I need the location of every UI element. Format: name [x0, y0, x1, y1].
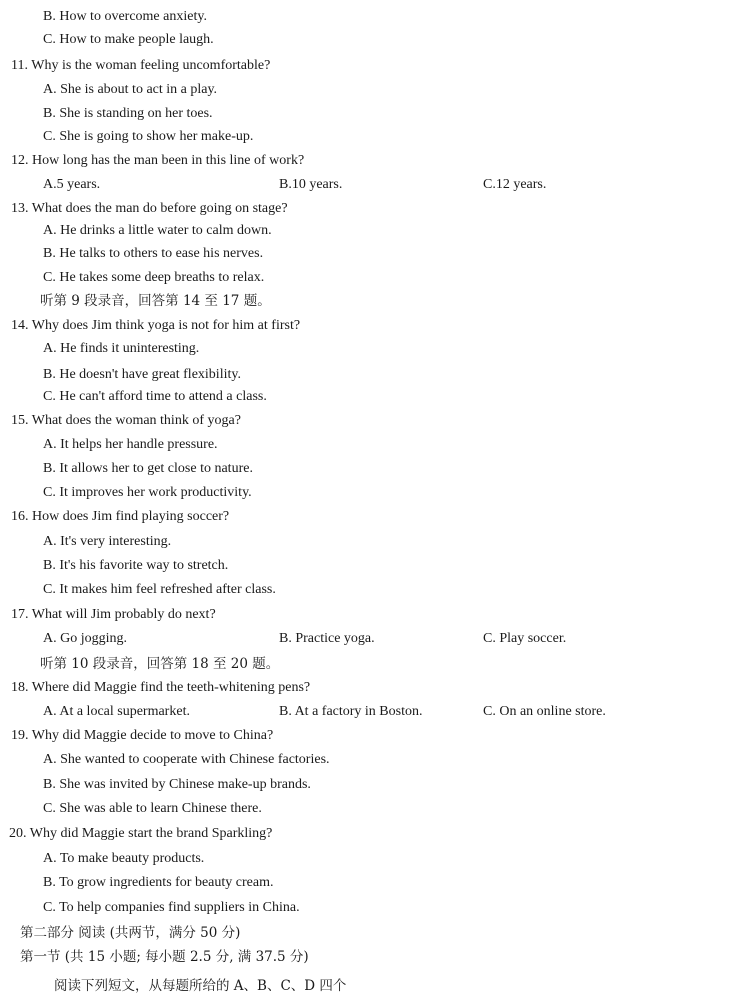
option-19a: A. She wanted to cooperate with Chinese factories. — [43, 752, 330, 767]
question-20: 20. Why did Maggie start the brand Sparkling? — [9, 826, 273, 841]
option-13b: B. He talks to others to ease his nerves. — [43, 246, 264, 261]
option-10b: B. How to overcome anxiety. — [43, 9, 207, 24]
option-11c: C. She is going to show her make-up. — [43, 129, 254, 144]
question-15: 15. What does the woman think of yoga? — [11, 413, 241, 428]
part-two-heading: 第二部分 阅读 (共两节，满分 50 分) — [20, 925, 241, 941]
option-20c: C. To help companies find suppliers in China. — [43, 900, 300, 915]
option-13a: A. He drinks a little water to calm down. — [43, 223, 272, 238]
option-15c: C. It improves her work productivity. — [43, 485, 252, 500]
section-instruction-9: 听第 9 段录音，回答第 14 至 17 题。 — [40, 293, 271, 309]
option-17b: B. Practice yoga. — [279, 631, 375, 646]
option-16c: C. It makes him feel refreshed after class. — [43, 582, 276, 597]
option-16a: A. It's very interesting. — [43, 534, 172, 549]
question-19: 19. Why did Maggie decide to move to China? — [11, 728, 274, 743]
option-14c: C. He can't afford time to attend a class. — [43, 389, 267, 404]
option-13c: C. He takes some deep breaths to relax. — [43, 270, 265, 285]
option-14a: A. He finds it uninteresting. — [43, 341, 200, 356]
option-17a: A. Go jogging. — [43, 631, 127, 646]
option-11a: A. She is about to act in a play. — [43, 82, 218, 97]
option-10c: C. How to make people laugh. — [43, 32, 214, 47]
option-18c: C. On an online store. — [483, 704, 606, 719]
question-17: 17. What will Jim probably do next? — [11, 607, 216, 622]
question-16: 16. How does Jim find playing soccer? — [11, 509, 230, 524]
question-14: 14. Why does Jim think yoga is not for him at first? — [11, 318, 301, 333]
question-11: 11. Why is the woman feeling uncomfortable? — [11, 58, 271, 73]
question-18: 18. Where did Maggie find the teeth-whitening pens? — [11, 680, 311, 695]
reading-instructions: 阅读下列短文，从每题所给的 A、B、C、D 四个 — [54, 978, 347, 994]
section-instruction-10: 听第 10 段录音，回答第 18 至 20 题。 — [40, 656, 280, 672]
option-15a: A. It helps her handle pressure. — [43, 437, 218, 452]
option-17c: C. Play soccer. — [483, 631, 567, 646]
option-12c: C.12 years. — [483, 177, 547, 192]
option-11b: B. She is standing on her toes. — [43, 106, 213, 121]
section-one-heading: 第一节 (共 15 小题; 每小题 2.5 分, 满 37.5 分) — [20, 949, 309, 965]
option-19b: B. She was invited by Chinese make-up brands. — [43, 777, 311, 792]
option-18b: B. At a factory in Boston. — [279, 704, 423, 719]
option-16b: B. It's his favorite way to stretch. — [43, 558, 229, 573]
option-18a: A. At a local supermarket. — [43, 704, 190, 719]
option-15b: B. It allows her to get close to nature. — [43, 461, 253, 476]
option-12a: A.5 years. — [43, 177, 101, 192]
option-20a: A. To make beauty products. — [43, 851, 205, 866]
question-12: 12. How long has the man been in this line of work? — [11, 153, 305, 168]
option-12b: B.10 years. — [279, 177, 343, 192]
option-20b: B. To grow ingredients for beauty cream. — [43, 875, 274, 890]
question-13: 13. What does the man do before going on stage? — [11, 201, 288, 216]
option-14b: B. He doesn't have great flexibility. — [43, 367, 241, 382]
option-19c: C. She was able to learn Chinese there. — [43, 801, 262, 816]
